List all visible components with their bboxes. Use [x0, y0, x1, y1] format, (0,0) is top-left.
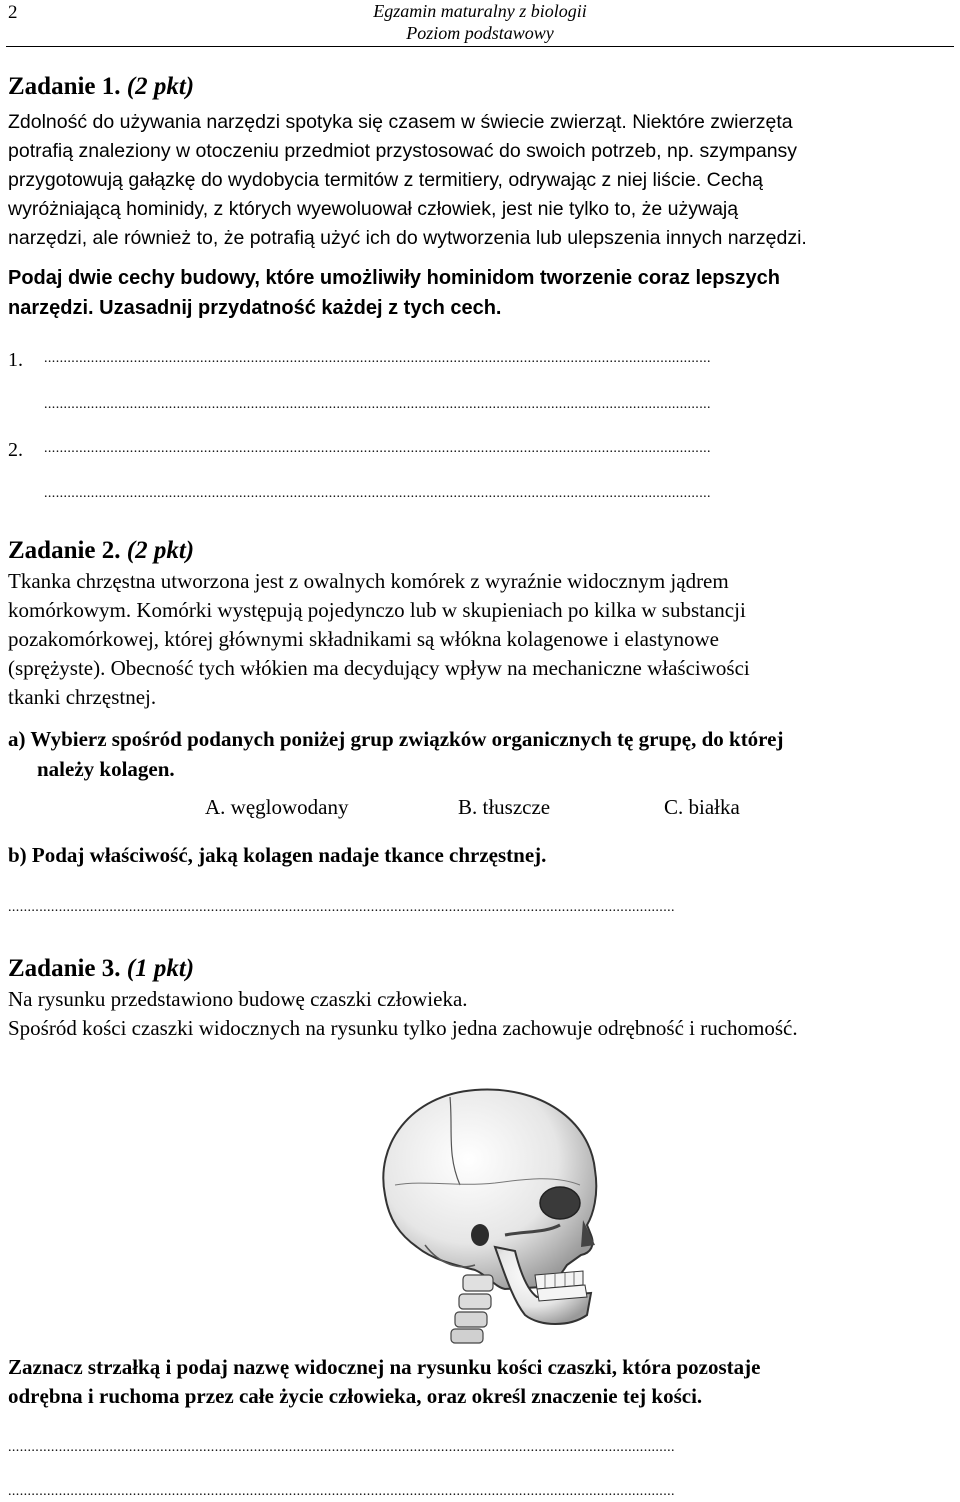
task3-heading — [8, 954, 194, 984]
task2-answer-b-line[interactable]: ........................................................................................................................................................................... — [8, 900, 675, 915]
task2-line-2: komórkowym. Komórki występują pojedynczo lub w skupieniach po kilka w substancji — [8, 598, 746, 622]
task1-line-2: potrafią znaleziony w otoczeniu przedmiot przystosować do swoich potrzeb, np. szympansy — [8, 140, 798, 162]
task1-answer-1-label: 1. — [8, 349, 23, 371]
exam-title: Egzamin maturalny z biologii — [373, 1, 587, 21]
task2-heading — [8, 536, 194, 566]
task2-question-a-line-1: a) Wybierz spośród podanych poniżej grup związków organicznych tę grupę, do której — [8, 727, 784, 751]
task3-points: (1 pkt) — [126, 955, 195, 982]
task1-answer-2-line-1[interactable]: ........................................................................................................................................................................... — [44, 441, 711, 456]
task2-option-c[interactable]: C. białka — [664, 795, 740, 819]
task1-line-1: Zdolność do używania narzędzi spotyka się czasem w świecie zwierząt. Niektóre zwierzęta — [8, 111, 793, 133]
task2-question-a-line-2: należy kolagen. — [37, 757, 175, 781]
task1-points: (2 pkt) — [126, 73, 195, 100]
task3-answer-line-2[interactable]: ........................................................................................................................................................................... — [8, 1484, 675, 1499]
task1-question-line-1: Podaj dwie cechy budowy, które umożliwiły hominidom tworzenie coraz lepszych — [8, 267, 781, 289]
task1-answer-1-line-2[interactable]: ........................................................................................................................................................................... — [44, 397, 711, 412]
task2-option-b[interactable]: B. tłuszcze — [458, 795, 551, 819]
task1-answer-2-label: 2. — [8, 439, 23, 461]
task3-title: Zadanie 3. — [8, 955, 121, 982]
task2-points: (2 pkt) — [126, 537, 195, 564]
exam-level: Poziom podstawowy — [406, 23, 554, 43]
task3-answer-line-1[interactable]: ........................................................................................................................................................................... — [8, 1440, 675, 1455]
task3-question-line-1: Zaznacz strzałką i podaj nazwę widocznej na rysunku kości czaszki, która pozostaje — [8, 1355, 761, 1379]
task3-question-line-2: odrębna i ruchoma przez całe życie człowieka, oraz określ znaczenie tej kości. — [8, 1384, 703, 1408]
task3-line-1: Na rysunku przedstawiono budowę czaszki człowieka. — [8, 987, 468, 1011]
task1-answer-1-line-1[interactable]: ........................................................................................................................................................................... — [44, 351, 711, 366]
task2-title: Zadanie 2. — [8, 537, 121, 564]
task3-line-2: Spośród kości czaszki widocznych na rysunku tylko jedna zachowuje odrębność i ruchomość. — [8, 1016, 798, 1040]
human-skull-illustration — [355, 1075, 615, 1345]
header-divider — [6, 46, 954, 47]
task1-line-3: przygotowują gałązkę do wydobycia termitów z termitiery, odrywając z niej liście. Cechą — [8, 169, 764, 191]
task1-title: Zadanie 1. — [8, 73, 121, 100]
task2-question-b: b) Podaj właściwość, jaką kolagen nadaje tkance chrzęstnej. — [8, 843, 547, 867]
task1-heading — [8, 72, 194, 102]
task1-answer-2-line-2[interactable]: ........................................................................................................................................................................... — [44, 486, 711, 501]
task2-line-4: (sprężyste). Obecność tych włókien ma decydujący wpływ na mechaniczne właściwości — [8, 656, 750, 680]
task2-line-1: Tkanka chrzęstna utworzona jest z owalnych komórek z wyraźnie widocznym jądrem — [8, 569, 729, 593]
page-number: 2 — [8, 2, 18, 23]
task1-question-line-2: narzędzi. Uzasadnij przydatność każdej z tych cech. — [8, 297, 502, 319]
task1-line-4: wyróżniającą hominidy, z których wyewoluował człowiek, jest nie tylko to, że używają — [8, 198, 739, 220]
task2-option-a[interactable]: A. węglowodany — [205, 795, 349, 819]
task1-line-5: narzędzi, ale również to, że potrafią użyć ich do wytworzenia lub ulepszenia innych narzędzi. — [8, 227, 807, 249]
task2-line-5: tkanki chrzęstnej. — [8, 685, 157, 709]
task2-line-3: pozakomórkowej, której głównymi składnikami są włókna kolagenowe i elastynowe — [8, 627, 719, 651]
